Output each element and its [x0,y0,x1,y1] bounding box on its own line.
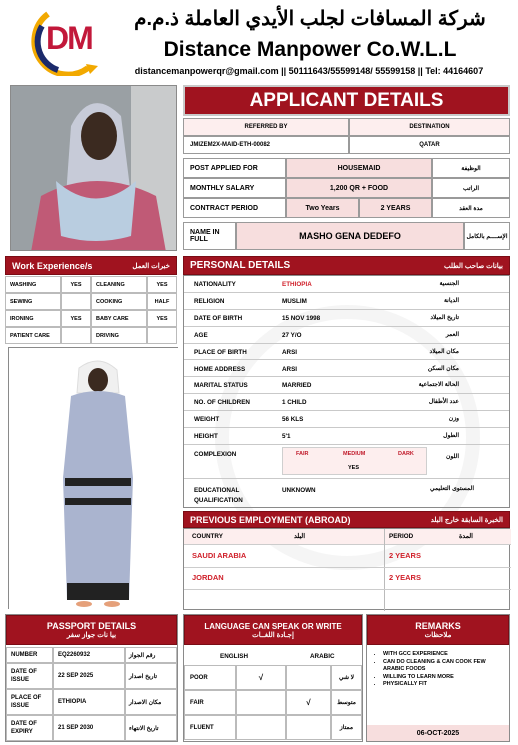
work-skill-value: YES [147,276,177,293]
work-skill-label: DRIVING [91,327,147,344]
personal-label: AGE [194,331,208,339]
post-value: HOUSEMAID [286,158,432,178]
passport-table [6,647,177,741]
personal-arabic: عدد الأطفال [428,399,459,406]
work-skill-value [147,327,177,344]
personal-value: 1 CHILD [282,399,307,407]
previous-employment-header [183,511,510,528]
personal-value: 15 NOV 1998 [282,314,321,322]
work-skill-label: WASHING [5,276,61,293]
work-experience-title-arabic: خبرات العمل [132,262,170,270]
salary-label: MONTHLY SALARY [183,178,286,198]
complexion-label: COMPLEXION [194,451,237,458]
personal-row [184,411,509,428]
language-col-arabic: ARABIC [310,653,335,660]
complexion-medium: MEDIUM [343,451,366,457]
work-skill-label: SEWING [5,293,61,310]
language-arabic-mark [286,715,331,740]
education-value: UNKNOWN [282,487,316,494]
personal-details-title: PERSONAL DETAILS [190,260,291,271]
contact-line: distancemanpowerqr@gmail.com || 50111643/55599148/ 55599158 || Tel: 44164607 [134,66,484,76]
personal-arabic: مكان الميلاد [429,348,459,355]
personal-row [184,394,509,411]
contract-arabic: مدة العقد [432,198,510,218]
personal-row [184,293,509,310]
destination-label: DESTINATION [349,118,510,136]
remarks-title: REMARKS [415,621,461,631]
personal-arabic: الطول [443,433,459,440]
personal-label: RELIGION [194,297,225,305]
remarks-title-arabic: ملاحظات [424,632,452,639]
personal-row [184,310,509,327]
passport-label: DATE OF ISSUE [6,663,53,689]
previous-employment-table [183,528,510,610]
language-english-mark: √ [236,665,286,690]
personal-arabic: العمر [445,331,459,338]
language-col-english: ENGLISH [220,653,248,660]
salary-arabic: الراتب [432,178,510,198]
personal-arabic: مكان السكن [427,365,459,372]
language-section [183,614,363,742]
personal-label: NO. OF CHILDREN [194,399,250,407]
complexion-fair: FAIR [296,451,309,457]
passport-value: EQ2260932 [53,647,125,663]
passport-label: NUMBER [6,647,53,663]
personal-value: 27 Y/O [282,331,302,339]
post-arabic: الوظيفة [432,158,510,178]
work-experience-header [5,256,177,275]
personal-value: MARRIED [282,382,312,390]
personal-label: WEIGHT [194,416,220,424]
work-skill-label: CLEANING [91,276,147,293]
language-title: LANGUAGE CAN SPEAK OR WRITE [204,621,342,631]
personal-details-header [183,256,510,275]
personal-value: MUSLIM [282,297,307,305]
work-experience-title: Work Experience/s [12,260,93,271]
education-label: EDUCATIONAL QUALIFICATION [194,487,243,504]
name-label: NAME IN FULL [183,222,236,250]
work-experience-table [5,276,177,344]
company-logo: DM [28,6,106,76]
referred-by-label: REFERRED BY [183,118,349,136]
personal-value: 5'1 [282,433,291,441]
language-title-arabic: إجـادة اللغــات [252,631,294,639]
country-column-arabic: البلد [294,533,305,540]
work-skill-value: HALF [147,293,177,310]
work-skill-label: PATIENT CARE [5,327,61,344]
language-english-mark [236,715,286,740]
passport-title-arabic: بيا نات جواز سفر [66,632,117,639]
remarks-section [366,614,510,742]
remark-item: • WITH GCC EXPERIENCE [383,651,505,659]
previous-employment-title-arabic: الخبرة السابقة خارج البلد [430,516,503,524]
passport-value: ETHIOPIA [53,689,125,715]
period-column-arabic: المدة [459,533,473,540]
work-skill-label: BABY CARE [91,310,147,327]
contract-label: CONTRACT PERIOD [183,198,286,218]
passport-arabic: مكان الاصدار [125,689,177,715]
name-arabic: الإســــم بالكامل [464,222,510,250]
education-row [184,479,509,509]
employment-row-divider [184,589,511,590]
education-arabic: المستوى التعليمي [429,486,474,492]
personal-row [184,428,509,445]
personal-label: HEIGHT [194,433,218,441]
period-column-label: PERIOD [389,533,414,540]
language-level-label: FAIR [184,690,236,715]
employment-country: JORDAN [192,573,224,582]
referred-by-value: JMIZEM2X-MAID-ETH-00082 [183,136,349,154]
work-skill-value: YES [61,310,91,327]
complexion-dark: DARK [398,451,414,457]
work-skill-value [61,293,91,310]
personal-value: ARSI [282,365,298,373]
language-level-arabic: ممتاز [331,715,362,740]
language-arabic-mark: √ [286,690,331,715]
contract-value-words: Two Years [286,198,359,218]
language-table [184,665,362,741]
company-name: Distance Manpower Co.W.L.L [163,38,457,61]
work-skill-label: COOKING [91,293,147,310]
remarks-list [375,651,505,689]
language-level-label: POOR [184,665,236,690]
destination-value: QATAR [349,136,510,154]
employment-country: SAUDI ARABIA [192,551,247,560]
personal-details-title-arabic: بيانات صاحب الطلب [443,262,503,270]
post-label: POST APPLIED FOR [183,158,286,178]
remark-item: • WILLING TO LEARN MORE [383,674,505,682]
applicant-details-title: APPLICANT DETAILS [183,85,510,116]
personal-value: 56 KLS [282,416,304,424]
passport-section [5,614,178,742]
passport-arabic: تاريخ الانتهاء [125,715,177,741]
personal-details-table [183,275,510,508]
salary-value: 1,200 QR + FOOD [286,178,432,198]
personal-row [184,344,509,361]
language-level-label: FLUENT [184,715,236,740]
passport-header [6,615,177,645]
passport-arabic: تاريخ اصدار [125,663,177,689]
work-skill-value: YES [61,276,91,293]
personal-arabic: الجنسية [439,281,459,287]
work-skill-value [61,327,91,344]
work-skill-value: YES [147,310,177,327]
employment-period: 2 YEARS [389,573,421,582]
country-column-label: COUNTRY [192,533,223,540]
company-name-arabic: شركة المسافات لجلب الأيدي العاملة ذ.م.م [134,8,486,30]
employment-period: 2 YEARS [389,551,421,560]
remark-item: • CAN DO CLEANING & CAN COOK FEW ARABIC FOODS [383,659,505,674]
complexion-options [282,447,427,475]
language-level-arabic: لا شي [331,665,362,690]
name-value: MASHO GENA DEDEFO [236,222,464,250]
language-level-arabic: متوسط [331,690,362,715]
personal-label: HOME ADDRESS [194,365,246,373]
remarks-date: 06-OCT-2025 [367,725,509,741]
personal-label: PLACE OF BIRTH [194,348,247,356]
passport-label: PLACE OF ISSUE [6,689,53,715]
language-arabic-mark [286,665,331,690]
contract-value: 2 YEARS [359,198,432,218]
personal-value: ARSI [282,348,298,356]
passport-value: 21 SEP 2030 [53,715,125,741]
personal-arabic: الحالة الاجتماعية [418,382,459,389]
personal-arabic: الديانة [443,297,459,304]
personal-row [184,327,509,344]
personal-value: ETHIOPIA [282,281,312,288]
previous-employment-title: PREVIOUS EMPLOYMENT (ABROAD) [190,514,351,525]
language-header [184,615,362,645]
complexion-mark: YES [348,465,360,471]
personal-label: DATE OF BIRTH [194,314,243,322]
language-english-mark [236,690,286,715]
personal-row [184,361,509,378]
passport-title: PASSPORT DETAILS [46,621,137,631]
complexion-arabic: اللون [446,454,459,460]
applicant-photo-full-body [8,347,178,609]
remarks-header [367,615,509,645]
remark-item: • PHYSICALLY FIT [383,681,505,689]
work-skill-label: IRONING [5,310,61,327]
passport-value: 22 SEP 2025 [53,663,125,689]
applicant-photo-portrait [10,85,177,251]
employment-row-divider [184,567,511,568]
passport-label: DATE OF EXPIRY [6,715,53,741]
personal-label: NATIONALITY [194,281,236,288]
complexion-row [184,445,509,479]
personal-arabic: تاريخ الميلاد [430,314,459,321]
passport-arabic: رقم الجواز [125,647,177,663]
personal-row [184,276,509,293]
personal-label: MARITAL STATUS [194,382,248,390]
personal-arabic: وزن [448,416,459,423]
personal-row [184,377,509,394]
